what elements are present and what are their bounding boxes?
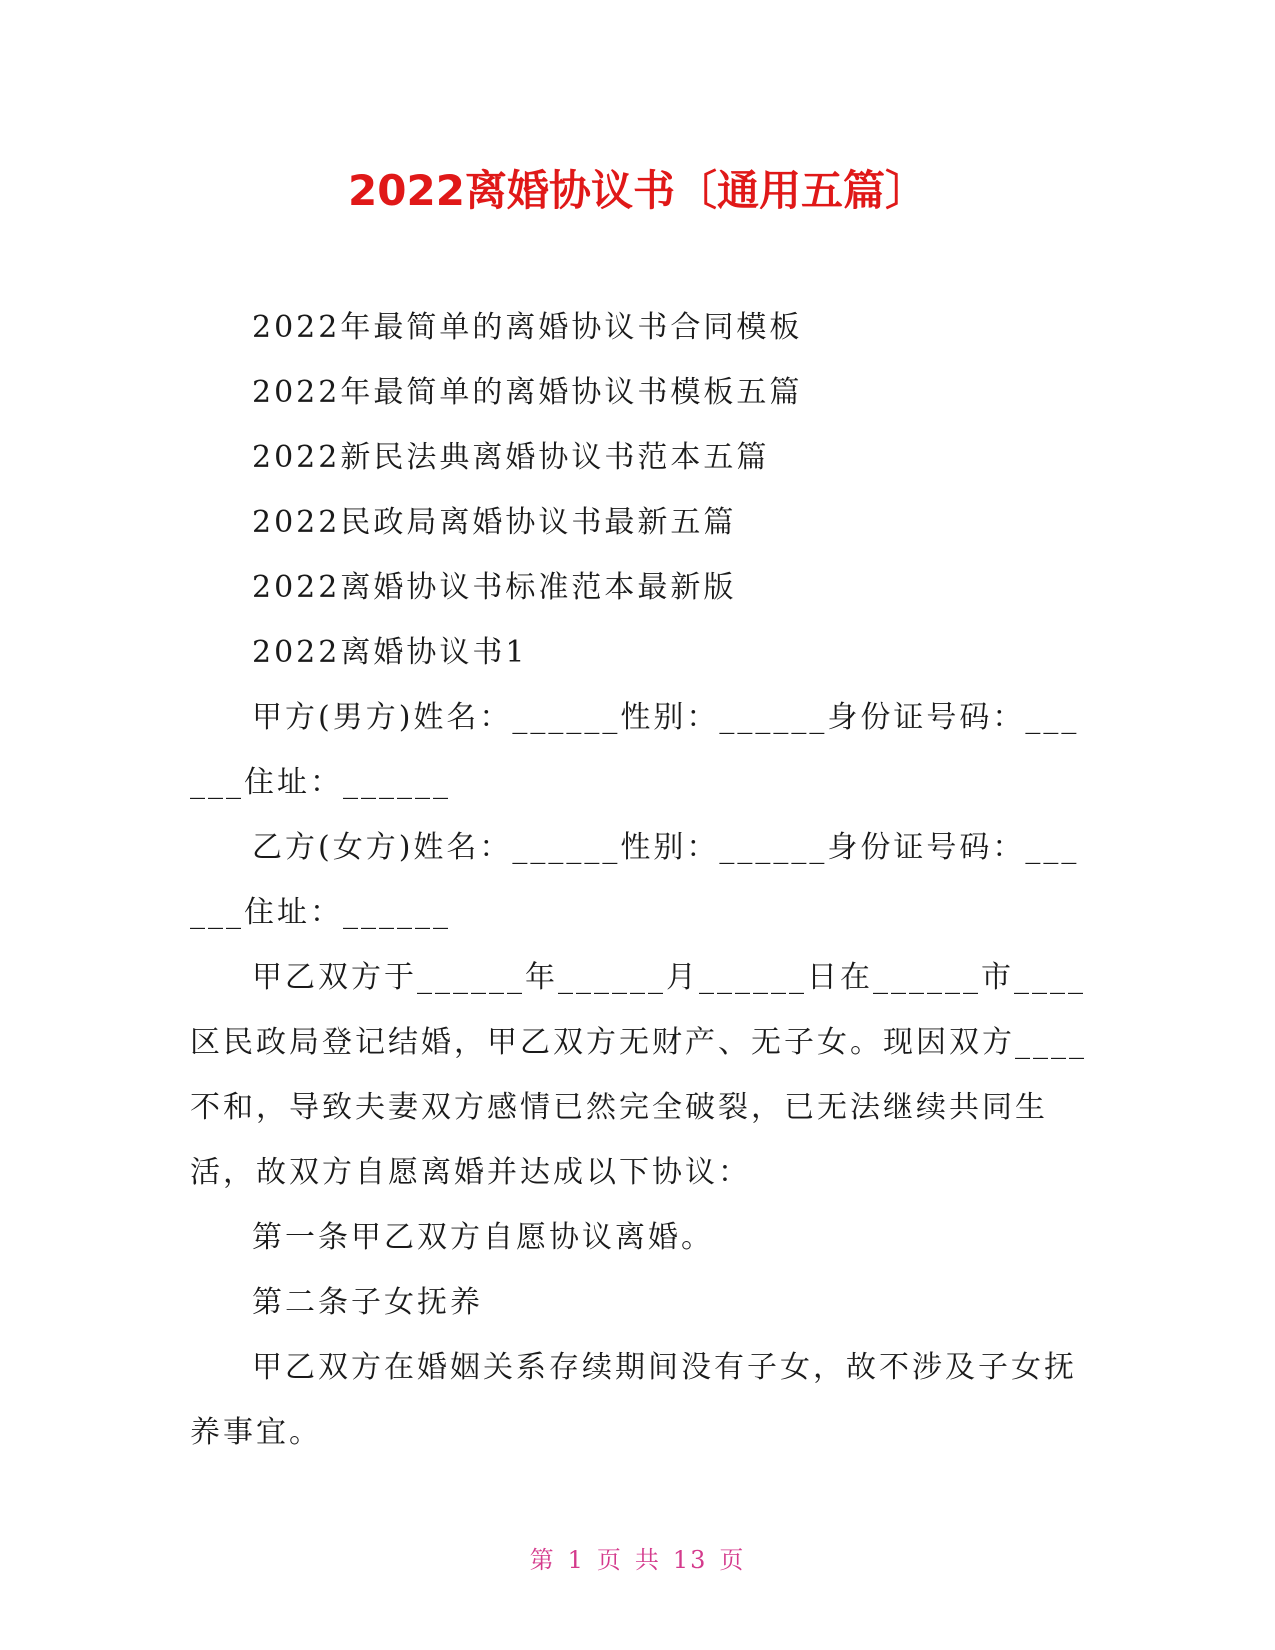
total-unit: 页 [719, 1546, 746, 1574]
article-two-body: 甲乙双方在婚姻关系存续期间没有子女，故不涉及子女抚养事宜。 [190, 1350, 1077, 1450]
party-b-info: 乙方(女方)姓名：______性别：______身份证号码：______住址：______ [190, 830, 1080, 930]
total-label: 共 [634, 1546, 661, 1574]
toc-item: 2022年最简单的离婚协议书合同模板 [252, 310, 803, 345]
toc-item: 2022离婚协议书标准范本最新版 [252, 570, 737, 605]
page-footer [0, 1540, 1275, 1575]
toc-item: 2022新民法典离婚协议书范本五篇 [252, 440, 770, 475]
toc-item: 2022民政局离婚协议书最新五篇 [252, 505, 737, 540]
page-number: 1 [567, 1546, 585, 1574]
page-label: 第 [529, 1546, 556, 1574]
page-total: 13 [672, 1546, 708, 1574]
article-two-heading: 第二条子女抚养 [252, 1285, 483, 1320]
page-unit: 页 [596, 1546, 623, 1574]
article-one: 第一条甲乙双方自愿协议离婚。 [252, 1220, 714, 1255]
document-body [190, 295, 1090, 1465]
section-heading: 2022离婚协议书1 [252, 635, 528, 670]
marriage-paragraph: 甲乙双方于______年______月______日在______市____区民政局登记结婚，甲乙双方无财产、无子女。现因双方____不和，导致夫妻双方感情已然完全破裂，已无法继续共同生活，故双方自愿离婚并达成以下协议： [190, 960, 1087, 1190]
party-a-info: 甲方(男方)姓名：______性别：______身份证号码：______住址：______ [190, 700, 1080, 800]
toc-item: 2022年最简单的离婚协议书模板五篇 [252, 375, 803, 410]
page-title: 2022离婚协议书〔通用五篇〕 [348, 166, 927, 215]
